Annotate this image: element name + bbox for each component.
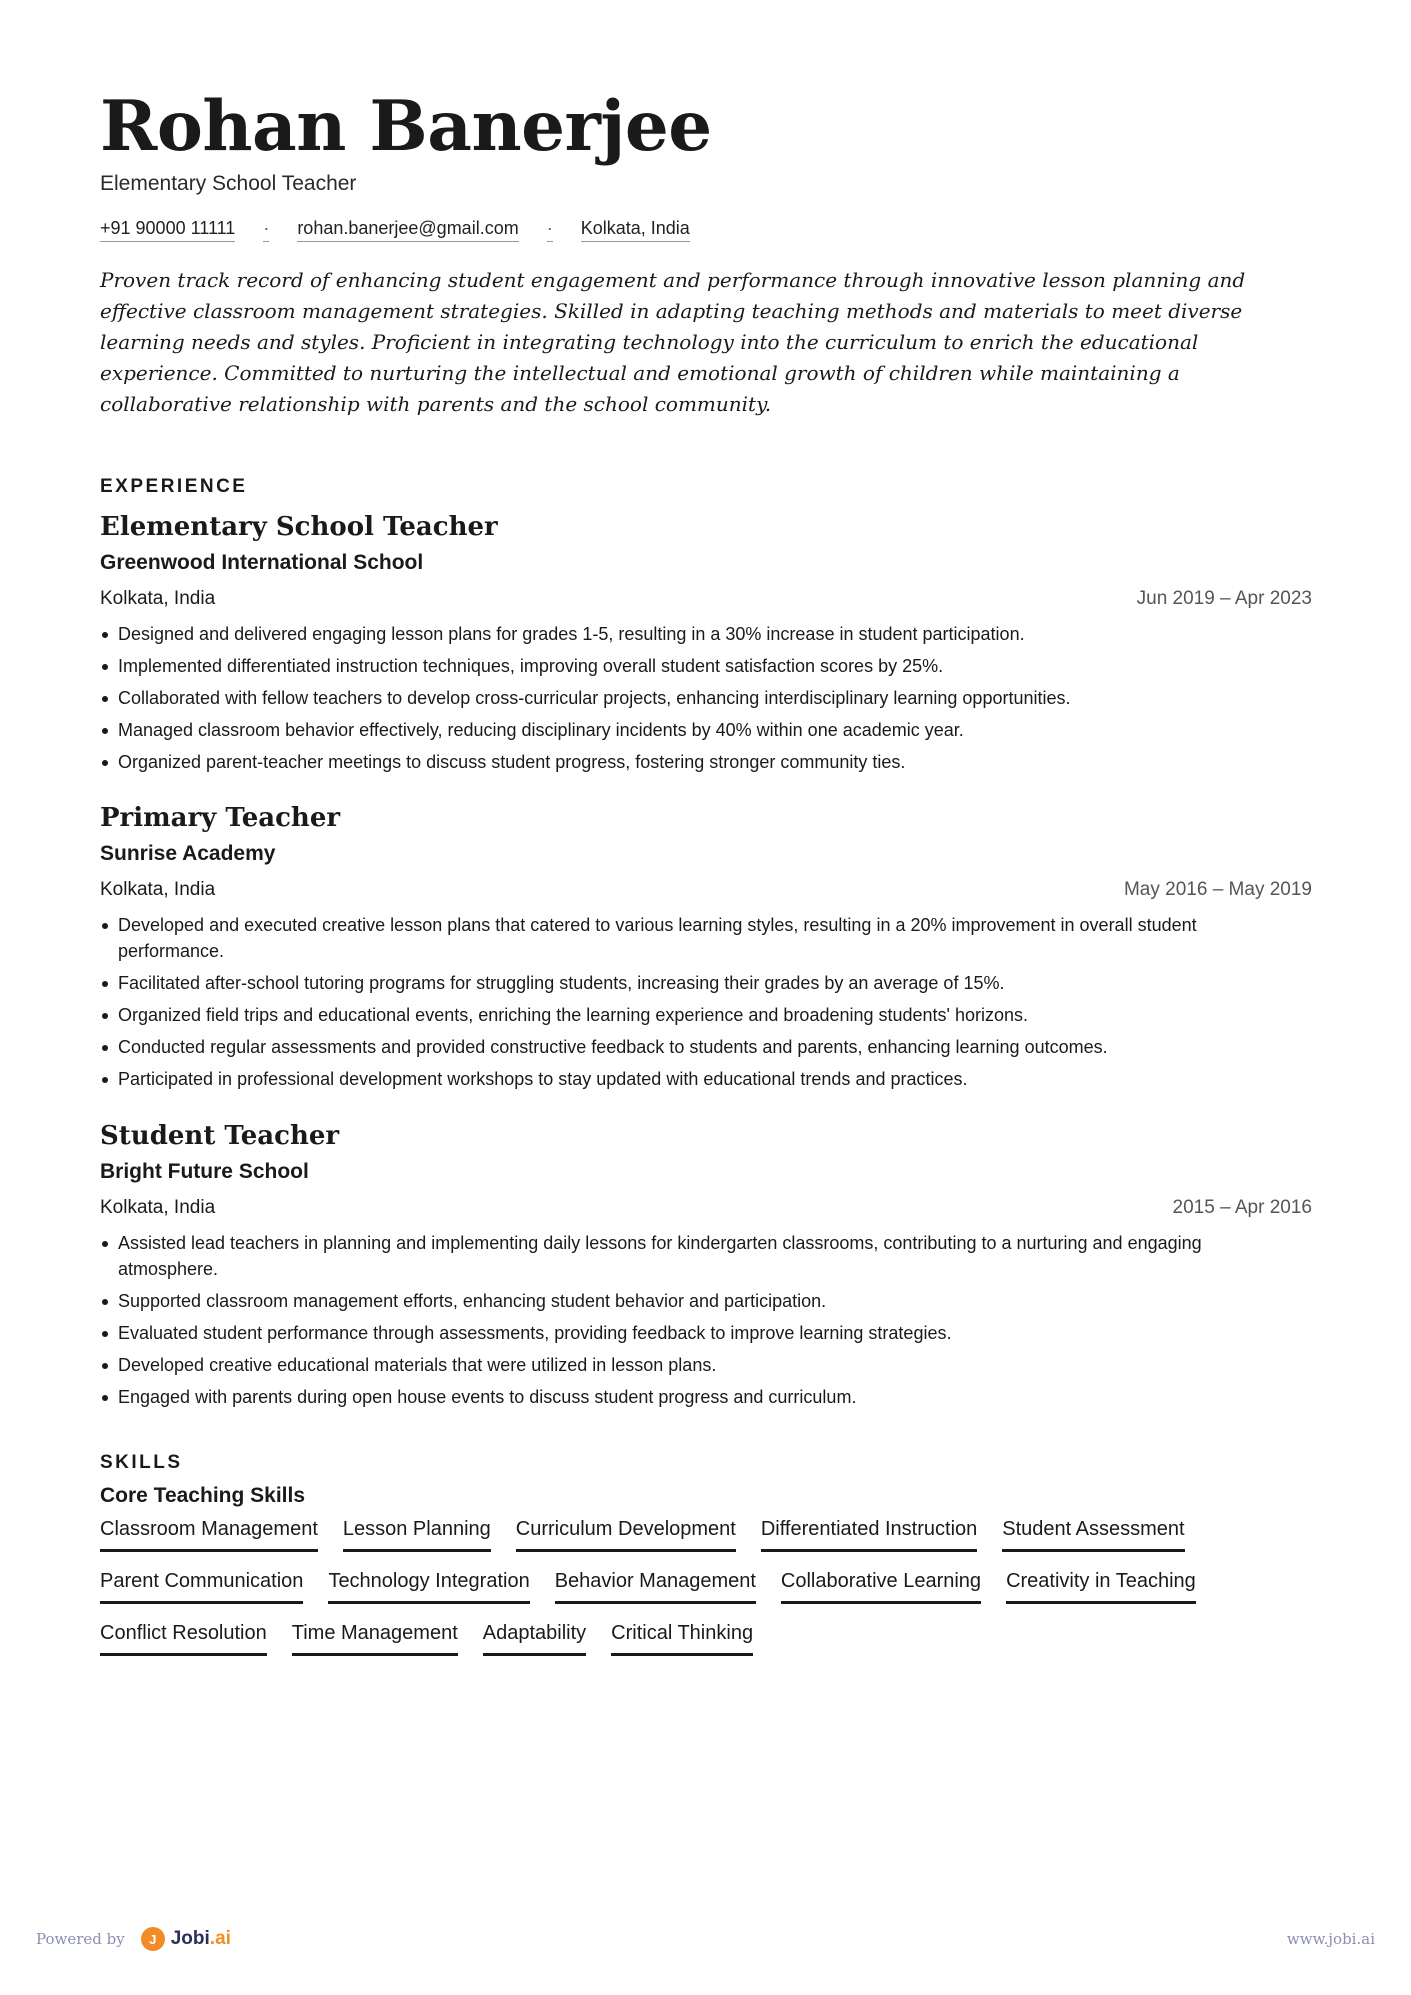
job-location: Kolkata, India <box>100 879 216 900</box>
bullet-item: Managed classroom behavior effectively, reducing disciplinary incidents by 40% within one academic year. <box>100 717 1288 743</box>
job-entry <box>100 509 1312 781</box>
skill-tag: Curriculum Development <box>516 1515 736 1552</box>
candidate-title: Elementary School Teacher <box>100 172 357 195</box>
job-title: Primary Teacher <box>100 803 341 833</box>
bullet-item: Supported classroom management efforts, enhancing student behavior and participation. <box>100 1288 1288 1314</box>
bullet-item: Assisted lead teachers in planning and implementing daily lessons for kindergarten classrooms, contributing to a nurturing and engaging atmosphere. <box>100 1230 1288 1282</box>
website-link[interactable]: www.jobi.ai <box>1286 1930 1375 1948</box>
phone-number[interactable]: +91 90000 11111 <box>100 218 235 242</box>
bullet-item: Evaluated student performance through assessments, providing feedback to improve learning strategies. <box>100 1320 1288 1346</box>
job-location: Kolkata, India <box>100 1197 216 1218</box>
bullet-item: Conducted regular assessments and provided constructive feedback to students and parents, enhancing learning outcomes. <box>100 1034 1288 1060</box>
contact-line <box>100 218 690 242</box>
bullet-item: Participated in professional development workshops to stay updated with educational trends and practices. <box>100 1066 1288 1092</box>
bullet-item: Implemented differentiated instruction techniques, improving overall student satisfaction scores by 25%. <box>100 653 1288 679</box>
job-bullets <box>100 912 1312 1092</box>
bullet-item: Collaborated with fellow teachers to develop cross-curricular projects, enhancing interdisciplinary learning opportunities. <box>100 685 1288 711</box>
bullet-item: Organized parent-teacher meetings to discuss student progress, fostering stronger community ties. <box>100 749 1288 775</box>
skill-tag: Technology Integration <box>328 1567 529 1604</box>
bullet-item: Designed and delivered engaging lesson plans for grades 1-5, resulting in a 30% increase in student participation. <box>100 621 1288 647</box>
job-meta-row <box>100 872 1312 908</box>
contact-separator: · <box>547 218 553 242</box>
skills-heading: SKILLS <box>100 1452 183 1473</box>
contact-separator: · <box>263 218 269 242</box>
skills-grid <box>100 1515 1312 1671</box>
skill-tag: Creativity in Teaching <box>1006 1567 1196 1604</box>
skills-row <box>100 1567 1312 1619</box>
job-meta-row <box>100 581 1312 617</box>
skills-row <box>100 1619 1312 1671</box>
job-entry <box>100 1118 1312 1416</box>
jobi-logo-text <box>171 1928 231 1950</box>
job-entry <box>100 800 1312 1098</box>
skill-tag: Lesson Planning <box>343 1515 491 1552</box>
company-name: Sunrise Academy <box>100 842 276 865</box>
job-bullets <box>100 1230 1312 1410</box>
skill-tag: Behavior Management <box>555 1567 756 1604</box>
job-dates: Jun 2019 – Apr 2023 <box>1136 588 1312 609</box>
skill-tag: Conflict Resolution <box>100 1619 267 1656</box>
bullet-item: Developed creative educational materials that were utilized in lesson plans. <box>100 1352 1288 1378</box>
logo-accent-text: .ai <box>209 1928 231 1949</box>
experience-heading: EXPERIENCE <box>100 476 248 497</box>
bullet-item: Engaged with parents during open house events to discuss student progress and curriculum. <box>100 1384 1288 1410</box>
powered-by-label: Powered by <box>36 1930 125 1948</box>
job-title: Elementary School Teacher <box>100 512 498 542</box>
job-bullets <box>100 621 1312 775</box>
skills-row <box>100 1515 1312 1567</box>
job-title: Student Teacher <box>100 1121 340 1151</box>
powered-by-footer[interactable] <box>36 1927 231 1951</box>
skill-tag: Differentiated Instruction <box>761 1515 977 1552</box>
skill-tag: Collaborative Learning <box>781 1567 981 1604</box>
job-location: Kolkata, India <box>100 588 216 609</box>
job-dates: May 2016 – May 2019 <box>1123 879 1312 900</box>
skill-tag: Student Assessment <box>1002 1515 1184 1552</box>
email-link[interactable]: rohan.banerjee@gmail.com <box>297 218 518 242</box>
logo-main-text: Jobi <box>170 1928 210 1949</box>
company-name: Greenwood International School <box>100 551 424 574</box>
skill-tag: Classroom Management <box>100 1515 318 1552</box>
job-dates: 2015 – Apr 2016 <box>1172 1197 1312 1218</box>
bullet-item: Organized field trips and educational events, enriching the learning experience and broadening students' horizons. <box>100 1002 1288 1028</box>
skill-tag: Critical Thinking <box>611 1619 753 1656</box>
location-text: Kolkata, India <box>581 218 690 242</box>
candidate-name: Rohan Banerjee <box>100 86 712 167</box>
skill-tag: Adaptability <box>483 1619 586 1656</box>
skills-subheading: Core Teaching Skills <box>100 1484 306 1507</box>
company-name: Bright Future School <box>100 1160 309 1183</box>
skill-tag: Time Management <box>292 1619 458 1656</box>
skill-tag: Parent Communication <box>100 1567 303 1604</box>
professional-summary: Proven track record of enhancing student engagement and performance through innovative lesson planning and effective classroom management strategies. Skilled in adapting teaching methods and materials to meet diverse learning needs and styles. Proficient in integrating technology into the curriculum to enrich the educational experience. Committed to nurturing the intellectual and emotional growth of children while maintaining a collaborative relationship with parents and the school community. <box>100 268 1246 416</box>
bullet-item: Facilitated after-school tutoring programs for struggling students, increasing their grades by an average of 15%. <box>100 970 1288 996</box>
jobi-logo-icon: J <box>141 1927 165 1951</box>
job-meta-row <box>100 1190 1312 1226</box>
bullet-item: Developed and executed creative lesson plans that catered to various learning styles, resulting in a 20% improvement in overall student performance. <box>100 912 1288 964</box>
